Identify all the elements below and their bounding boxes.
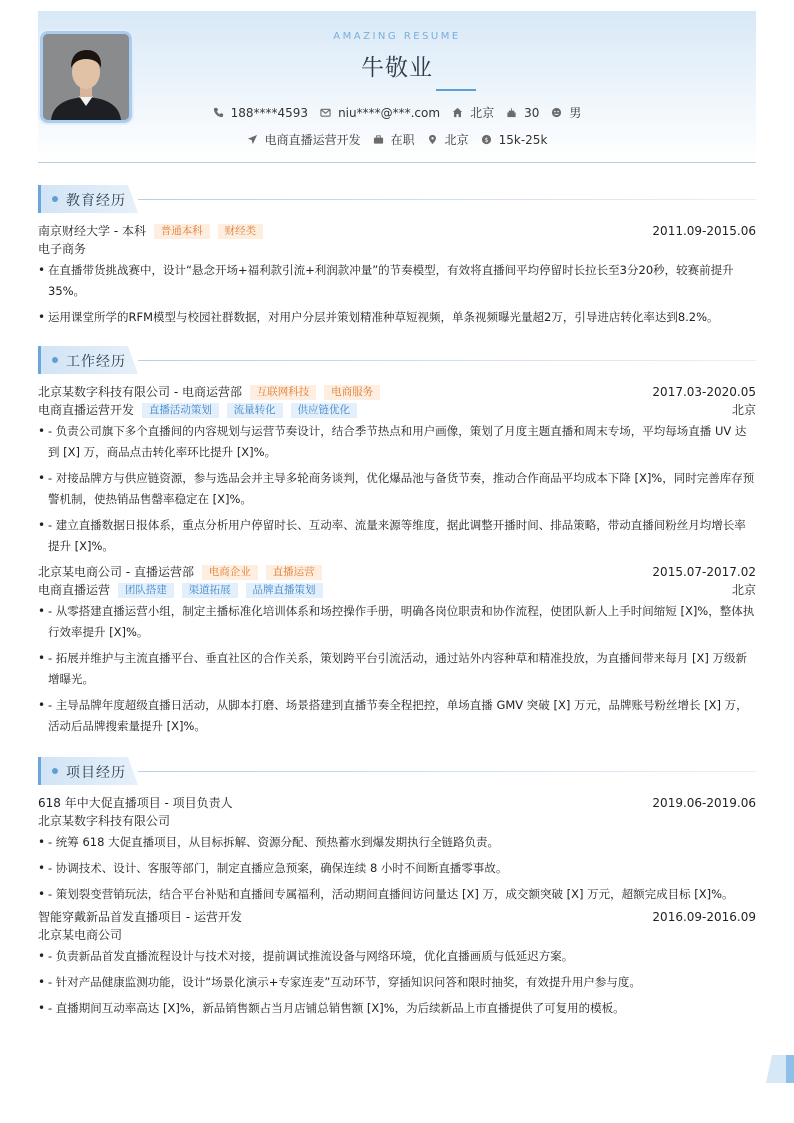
age-text: 30 [524,105,540,120]
skill-tag: 品牌直播策划 [246,583,323,598]
salary-item [481,133,548,147]
skill-tag: 团队搭建 [118,583,174,598]
industry-tag: 互联网科技 [250,385,317,400]
project-dates: 2019.06-2019.06 [652,796,756,810]
job-intent-row [38,131,756,148]
section-divider [138,199,756,200]
contact-row [38,104,756,121]
resume-tagline: AMAZING RESUME [333,31,461,42]
project-company-line [38,812,756,830]
education-bullets [38,260,756,328]
section-dot-icon [52,768,58,774]
money-icon [481,134,492,145]
work-dates: 2017.03-2020.05 [652,385,756,399]
city-item [452,104,494,121]
section-title: 工作经历 [66,354,126,370]
company-dept: 北京某数字科技有限公司 - 电商运营部 [38,385,242,399]
major-line [38,240,756,258]
project-header-line [38,794,756,812]
list-item: • - 拓展并维护与主流直播平台、垂直社区的合作关系，策划跨平台引流活动，通过站外内容种草和精准投放，为直播间带来每月 [X] 万级新增曝光。 [38,648,756,690]
job-title: 电商直播运营开发 [38,403,135,417]
list-item: • - 直播期间互动率高达 [X]%，新品销售额占当月店铺总销售额 [X]%，为后续新品上市直播提供了可复用的模板。 [38,998,756,1019]
school-degree: 南京财经大学 - 本科 [38,224,146,238]
salary-text: 15k-25k [498,132,548,147]
list-item: • - 对接品牌方与供应链资源，参与选品会并主导多轮商务谈判，优化爆品池与备货节奏，推动合作商品平均成本下降 [X]%，同时完善库存预警机制，使热销品售罄率稳定在 [X]%。 [38,468,756,510]
skill-tag: 供应链优化 [291,403,358,418]
skill-tag: 直播活动策划 [142,403,219,418]
section-projects-header [38,757,756,785]
mail-icon [320,107,331,118]
status-text: 在职 [390,133,415,147]
work-bullets [38,421,756,557]
work-bullets [38,601,756,737]
job-title-line [38,401,756,419]
list-item: • - 针对产品健康监测功能，设计“场景化演示+专家连麦”互动环节，穿插知识问答和限时抽奖，有效提升用户参与度。 [38,972,756,993]
target-city-text: 北京 [444,133,469,147]
phone-text: 188****4593 [230,105,309,120]
school-tag: 普通本科 [154,224,210,239]
work-location: 北京 [731,583,756,597]
birthday-cake-icon [506,107,517,118]
section-title: 教育经历 [66,193,126,209]
education-dates: 2011.09-2015.06 [652,224,756,238]
gender-item [551,104,581,121]
target-city-item [427,131,469,148]
briefcase-icon [373,134,384,145]
name-underline [436,89,476,91]
industry-tag: 直播运营 [266,565,322,580]
section-work-header [38,346,756,374]
project-company: 北京某电商公司 [38,928,123,942]
school-tag: 财经类 [218,224,264,239]
job-title: 电商直播运营 [38,583,111,597]
work-header-line [38,383,756,401]
age-item [506,106,539,120]
section-dot-icon [52,196,58,202]
corner-decoration [766,1055,794,1083]
project-entry [38,908,756,1024]
major: 电子商务 [38,242,87,256]
project-bullets [38,832,756,905]
svg-text:$: $ [484,135,489,144]
gender-face-icon [551,107,562,118]
industry-tag: 电商服务 [324,385,380,400]
phone-icon [213,107,224,118]
project-dates: 2016.09-2016.09 [652,910,756,924]
work-entry [38,383,756,562]
email-text: niu****@***.com [338,105,441,120]
resume-header [38,11,756,163]
city-text: 北京 [470,106,495,120]
list-item: • - 协调技术、设计、客服等部门，制定直播应急预案，确保连续 8 小时不间断直播零事故。 [38,858,756,879]
section-title: 项目经历 [66,765,126,781]
skill-tag: 渠道拓展 [182,583,238,598]
work-entry [38,563,756,742]
project-company: 北京某数字科技有限公司 [38,814,171,828]
email-item [320,106,440,120]
list-item: • - 从零搭建直播运营小组，制定主播标准化培训体系和场控操作手册，明确各岗位职责和协作流程，使团队新人上手时间缩短 [X]%，整体执行效率提升 [X]%。 [38,601,756,643]
section-dot-icon [52,357,58,363]
list-item: • - 负责公司旗下多个直播间的内容规划与运营节奏设计，结合季节热点和用户画像，策划了月度主题直播和周末专场，平均每场直播 UV 达到 [X] 万，商品点击转化率环比提升 [X]%。 [38,421,756,463]
section-divider [138,360,756,361]
section-education-header [38,185,756,213]
target-job-item [247,131,361,148]
work-location: 北京 [731,403,756,417]
work-header-line [38,563,756,581]
list-item: • - 主导品牌年度超级直播日活动，从脚本打磨、场景搭建到直播节奏全程把控，单场直播 GMV 突破 [X] 万元，品牌账号粉丝增长 [X] 万，活动后品牌搜索量提升 [X]%。 [38,695,756,737]
list-item: • - 建立直播数据日报体系，重点分析用户停留时长、互动率、流量来源等维度，据此调整开播时间、排品策略，带动直播间粉丝月均增长率提升 [X]%。 [38,515,756,557]
company-dept: 北京某电商公司 - 直播运营部 [38,565,194,579]
gender-text: 男 [569,106,582,120]
target-job-text: 电商直播运营开发 [264,133,361,147]
project-bullets [38,946,756,1019]
project-name-role: 智能穿戴新品首发直播项目 - 运营开发 [38,910,242,924]
list-item: • - 负责新品首发直播流程设计与技术对接，提前调试推流设备与网络环境，优化直播画质与低延迟方案。 [38,946,756,967]
industry-tag: 电商企业 [202,565,258,580]
home-icon [452,107,463,118]
job-title-line [38,581,756,599]
list-item: • 在直播带货挑战赛中，设计“悬念开场+福利款引流+利润款冲量”的节奏模型，有效将直播间平均停留时长拉长至3分20秒，较赛前提升35%。 [38,260,756,302]
project-company-line [38,926,756,944]
skill-tag: 流量转化 [227,403,283,418]
education-header-line [38,222,756,240]
location-pin-icon [427,134,438,145]
list-item: • - 统筹 618 大促直播项目，从目标拆解、资源分配、预热蓄水到爆发期执行全链路负责。 [38,832,756,853]
project-name-role: 618 年中大促直播项目 - 项目负责人 [38,796,233,810]
section-divider [138,771,756,772]
phone-item [213,106,308,120]
project-header-line [38,908,756,926]
status-item [373,131,415,148]
work-dates: 2015.07-2017.02 [652,565,756,579]
candidate-name: 牛敬业 [361,55,433,81]
list-item: • - 策划裂变营销玩法，结合平台补贴和直播间专属福利，活动期间直播间访问量达 [X] 万，成交额突破 [X] 万元，超额完成目标 [X]%。 [38,884,756,905]
project-entry [38,794,756,910]
education-entry [38,222,756,333]
list-item: • 运用课堂所学的RFM模型与校园社群数据，对用户分层并策划精准种草短视频，单条视频曝光量超2万，引导进店转化率达到8.2%。 [38,307,756,328]
send-icon [247,134,258,145]
